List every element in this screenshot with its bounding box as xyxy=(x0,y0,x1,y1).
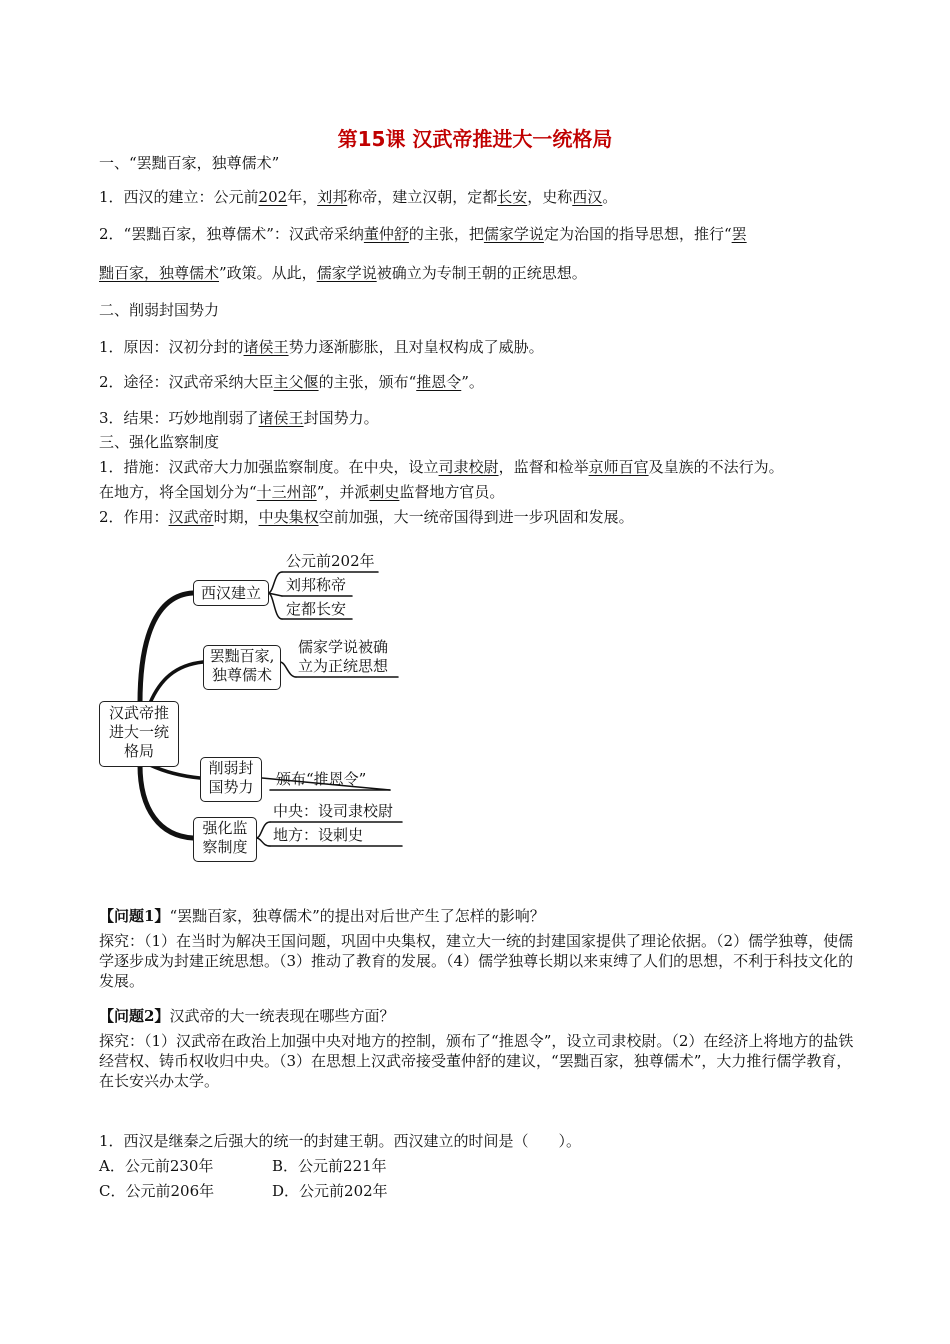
leaf-liubang: 刘邦称帝 xyxy=(286,576,347,594)
option-a: A．公元前230年 xyxy=(99,1157,214,1175)
sec1-point-1: 1．西汉的建立：公元前202年，刘邦称帝，建立汉朝，定都长安，史称西汉。 xyxy=(99,188,618,206)
leaf-central-sili: 中央：设司隶校尉 xyxy=(273,802,394,820)
exercise-stem: 1．西汉是继秦之后强大的统一的封建王朝。西汉建立的时间是（ ）。 xyxy=(99,1132,582,1150)
sec2-point-1: 1．原因：汉初分封的诸侯王势力逐渐膨胀，且对皇权构成了威胁。 xyxy=(99,338,544,356)
leaf-changan: 定都长安 xyxy=(286,600,347,618)
leaf-202bc: 公元前202年 xyxy=(286,552,375,570)
sec3-point-2: 2．作用：汉武帝时期，中央集权空前加强，大一统帝国得到进一步巩固和发展。 xyxy=(99,508,634,526)
sec3-point-1: 1．措施：汉武帝大力加强监察制度。在中央，设立司隶校尉，监督和检举京师百官及皇族的不法行为。 xyxy=(99,458,784,476)
branch-weaken-fiefs: 削弱封 国势力 xyxy=(200,757,262,802)
leaf-local-cishi: 地方：设刺史 xyxy=(273,826,364,844)
option-b: B．公元前221年 xyxy=(272,1157,387,1175)
sec1-point-2: 2．“罢黜百家，独尊儒术”：汉武帝采纳董仲舒的主张，把儒家学说定为治国的指导思想，推行“罢 xyxy=(99,225,747,243)
option-c: C．公元前206年 xyxy=(99,1182,215,1200)
section-1-heading: 一、“罢黜百家，独尊儒术” xyxy=(99,154,280,172)
section-3-heading: 三、强化监察制度 xyxy=(99,433,220,451)
answer-1: 探究：（1）在当时为解决王国问题，巩固中央集权，建立大一统的封建国家提供了理论依据。（2）儒学独尊，使儒学逐步成为封建正统思想。（3）推动了教育的发展。（4）儒学独尊长期以来束缚了人们的思想，不利于科技文化的发展。 xyxy=(99,932,854,990)
question-2: 【问题2】汉武帝的大一统表现在哪些方面？ xyxy=(99,1007,395,1025)
section-2-heading: 二、削弱封国势力 xyxy=(99,301,220,319)
lesson-title: 第15课 汉武帝推进大一统格局 xyxy=(337,127,613,151)
branch-confucianism: 罢黜百家, 独尊儒术 xyxy=(203,645,281,690)
branch-supervision: 强化监 察制度 xyxy=(193,817,257,862)
question-1: 【问题1】“罢黜百家，独尊儒术”的提出对后世产生了怎样的影响？ xyxy=(99,907,545,925)
leaf-tuien-decree: 颁布“推恩令” xyxy=(276,770,367,788)
sec3-point-1-cont: 在地方，将全国划分为“十三州部”，并派刺史监督地方官员。 xyxy=(99,483,505,501)
branch-founding-western-han: 西汉建立 xyxy=(193,580,269,606)
sec2-point-3: 3．结果：巧妙地削弱了诸侯王封国势力。 xyxy=(99,409,379,427)
option-d: D．公元前202年 xyxy=(272,1182,388,1200)
leaf-confucian-orthodoxy-1: 儒家学说被确 xyxy=(298,638,389,656)
sec2-point-2: 2．途径：汉武帝采纳大臣主父偃的主张，颁布“推恩令”。 xyxy=(99,373,484,391)
answer-2: 探究：（1）汉武帝在政治上加强中央对地方的控制，颁布了“推恩令”，设立司隶校尉。（2）在经济上将地方的盐铁经营权、铸币权收归中央。（3）在思想上汉武帝接受董仲舒的建议，“罢黜百家，独尊儒术”，大力推行儒学教育，在长安兴办太学。 xyxy=(99,1032,854,1090)
mind-map-root: 汉武帝推 进大一统 格局 xyxy=(99,701,179,767)
sec1-point-2-cont: 黜百家，独尊儒术”政策。从此，儒家学说被确立为专制王朝的正统思想。 xyxy=(99,264,587,282)
leaf-confucian-orthodoxy-2: 立为正统思想 xyxy=(298,657,389,675)
